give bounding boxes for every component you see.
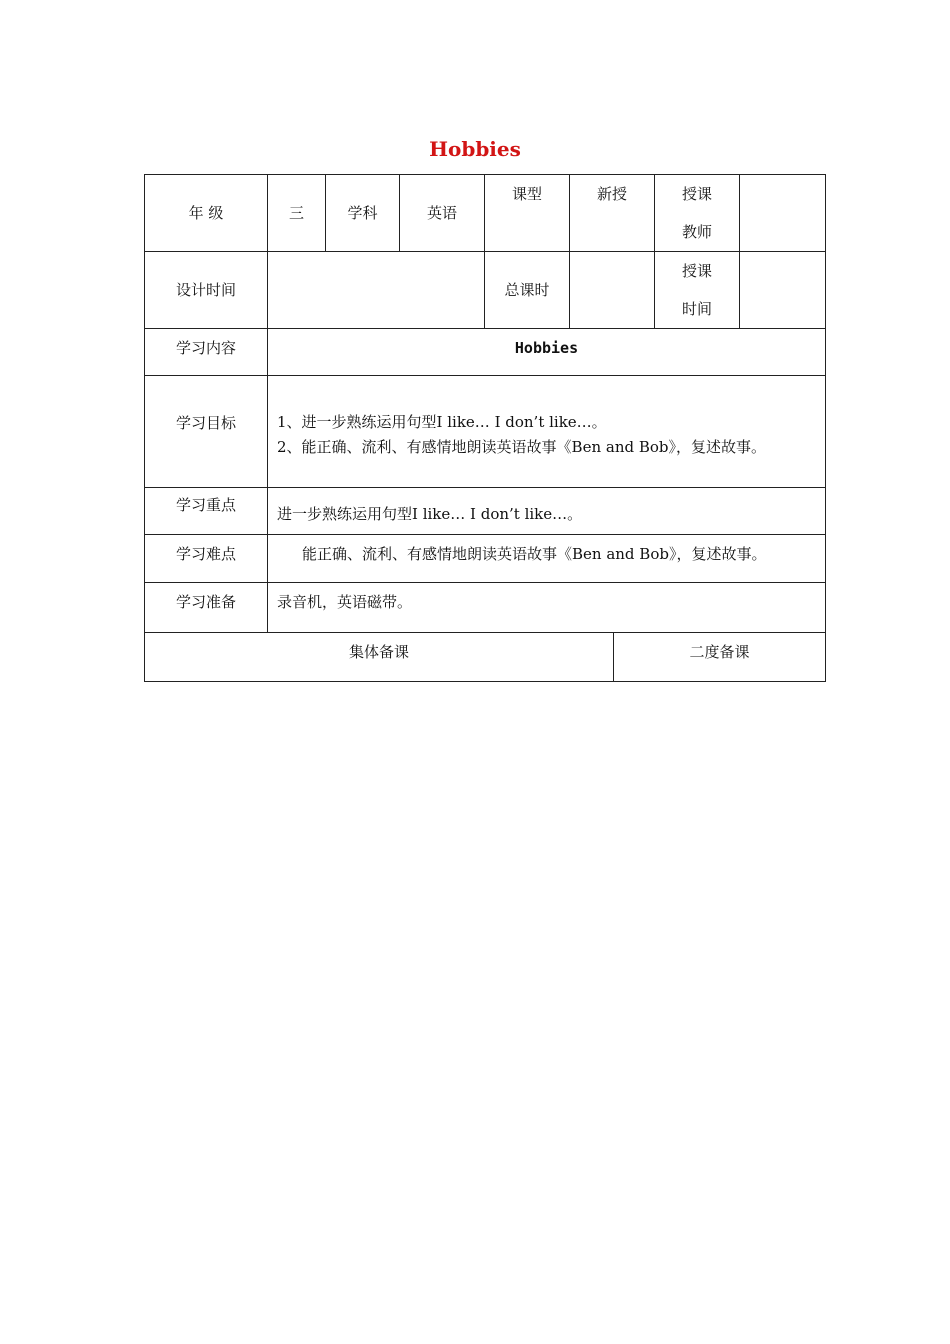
lesson-plan-table bbox=[144, 174, 826, 682]
table-row bbox=[145, 633, 826, 682]
table-row bbox=[145, 252, 826, 329]
design-time-value bbox=[268, 252, 485, 329]
class-time-value bbox=[740, 252, 826, 329]
learning-goal-item-2: 2、能正确、流利、有感情地朗读英语故事《Ben and Bob》，复述故事。 bbox=[277, 437, 767, 456]
class-time-label-line2: 时间 bbox=[682, 300, 713, 318]
class-time-label-line1: 授课 bbox=[682, 262, 713, 280]
table-row bbox=[145, 175, 826, 252]
document-title: Hobbies bbox=[429, 137, 521, 161]
design-time-label: 设计时间 bbox=[145, 252, 268, 329]
table-row bbox=[145, 376, 826, 488]
teacher-label bbox=[655, 175, 740, 252]
learning-content-value bbox=[268, 329, 826, 376]
total-hours-value bbox=[570, 252, 655, 329]
subject-label: 学科 bbox=[326, 175, 400, 252]
learning-goal-item-1: 1、进一步熟练运用句型I like… I don’t like…。 bbox=[277, 412, 607, 431]
difficulties-label: 学习难点 bbox=[145, 535, 268, 583]
learning-content-label: 学习内容 bbox=[145, 329, 268, 376]
key-points-value: 进一步熟练运用句型I like… I don’t like…。 bbox=[268, 488, 826, 535]
total-hours-label: 总课时 bbox=[485, 252, 570, 329]
learning-content-text: Hobbies bbox=[514, 339, 579, 357]
table-row bbox=[145, 535, 826, 583]
teacher-label-line1: 授课 bbox=[682, 185, 713, 203]
learning-goals-label: 学习目标 bbox=[145, 376, 268, 488]
key-points-label: 学习重点 bbox=[145, 488, 268, 535]
preparation-value: 录音机，英语磁带。 bbox=[268, 583, 826, 633]
table-row bbox=[145, 329, 826, 376]
table-row bbox=[145, 583, 826, 633]
teacher-label-line2: 教师 bbox=[682, 223, 713, 241]
collective-prep-label: 集体备课 bbox=[145, 633, 614, 682]
teacher-value bbox=[740, 175, 826, 252]
subject-value: 英语 bbox=[400, 175, 485, 252]
difficulties-value: 能正确、流利、有感情地朗读英语故事《Ben and Bob》，复述故事。 bbox=[268, 535, 826, 583]
secondary-prep-label: 二度备课 bbox=[614, 633, 826, 682]
lesson-type-value: 新授 bbox=[570, 175, 655, 252]
class-time-label bbox=[655, 252, 740, 329]
learning-goals-value bbox=[268, 376, 826, 488]
table-row bbox=[145, 488, 826, 535]
grade-value: 三 bbox=[268, 175, 326, 252]
lesson-type-label: 课型 bbox=[485, 175, 570, 252]
grade-label: 年 级 bbox=[145, 175, 268, 252]
preparation-label: 学习准备 bbox=[145, 583, 268, 633]
